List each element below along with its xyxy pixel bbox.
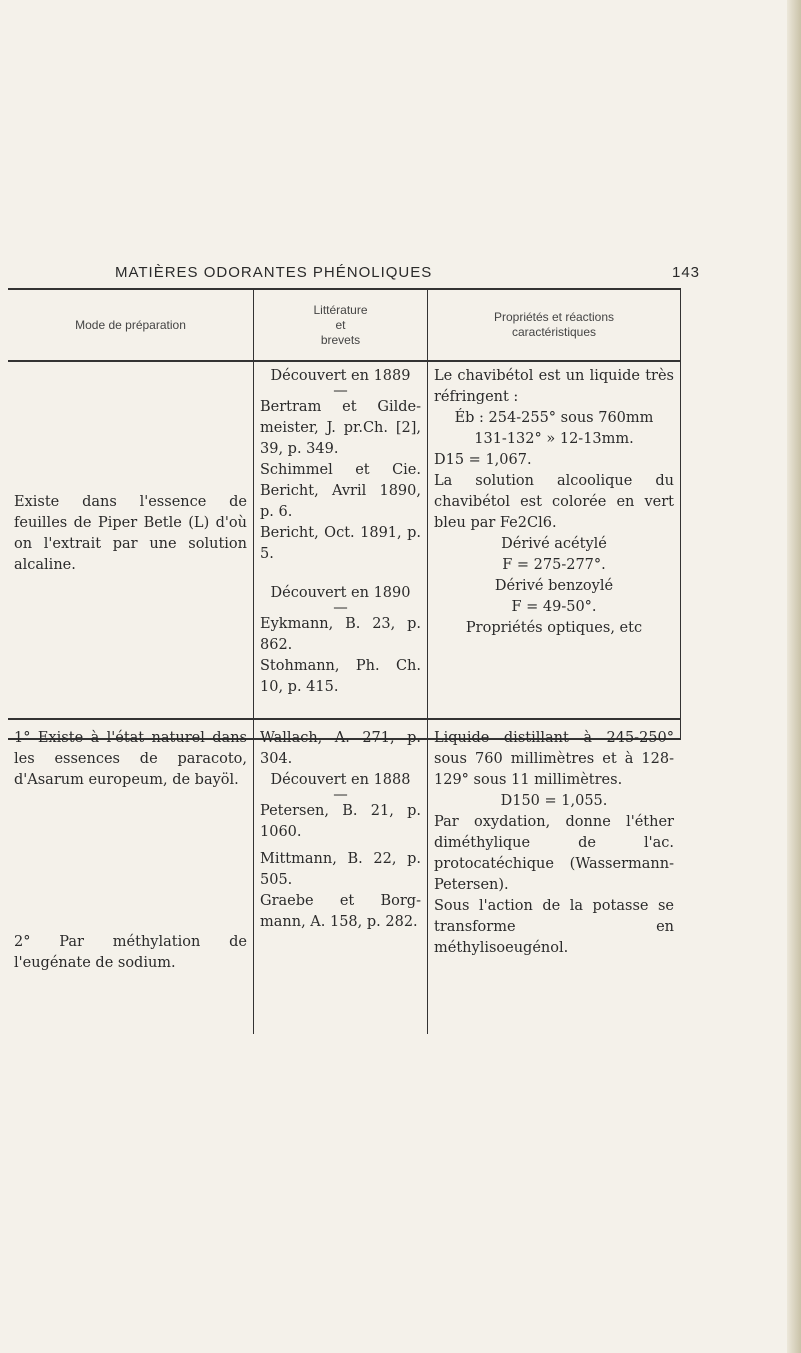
header-literature-line3: brevets: [320, 332, 361, 347]
table-row: [8, 360, 680, 720]
row1-lit-bertram: Bertram et Gilde-meister, J. pr.Ch. [2], 39, p. 349.: [260, 399, 421, 457]
row1-lit-eykmann: Eykmann, B. 23, p. 862.: [260, 616, 421, 653]
row1-prop-coloration: La solution alcoolique du chavibétol est colorée en vert bleu par Fe2Cl6.: [434, 473, 674, 531]
row1-lit-discovery-1889: Découvert en 1889: [270, 368, 411, 384]
row1-prop-boiling-760: Éb : 254-255° sous 760mm: [454, 410, 654, 426]
page-edge: [787, 0, 801, 1353]
row2-prop-potash: Sous l'action de la potasse se transforme en méthylisoeugénol.: [434, 898, 674, 956]
header-properties: [427, 290, 680, 360]
row2-lit-mittmann: Mittmann, B. 22, p. 505.: [260, 851, 421, 888]
header-mode: [8, 290, 253, 360]
row1-prop-intro: Le chavibétol est un liquide très réfringent :: [434, 368, 674, 405]
row2-lit-petersen: Petersen, B. 21, p. 1060.: [260, 803, 421, 840]
row1-lit-bericht-oct: Bericht, Oct. 1891, p. 5.: [260, 525, 421, 562]
header-mode-label: Mode de préparation: [75, 317, 186, 332]
row1-literature-cell: [253, 360, 427, 718]
row1-mode-cell: [8, 360, 253, 718]
row2-prop-oxidation: Par oxydation, donne l'éther diméthylique de l'ac. protocatéchique (Wassermann-Petersen).: [434, 814, 674, 893]
row2-mode-methylation: 2° Par méthylation de l'eugénate de sodium.: [14, 934, 247, 971]
separator-dash: —: [333, 383, 348, 399]
separator-dash: —: [333, 787, 348, 803]
page-number: 143: [672, 264, 701, 281]
running-title: MATIÈRES ODORANTES PHÉNOLIQUES: [115, 264, 433, 281]
row2-literature-cell: [253, 718, 427, 1034]
compound-table: [8, 288, 681, 971]
row2-mode-natural: 1° Existe à l'état naturel dans les essences de paracoto, d'Asarum europeum, de bayöl.: [14, 730, 247, 788]
row2-lit-wallach: Wallach, A. 271, p. 304.: [260, 730, 421, 767]
table-row: [8, 718, 680, 1034]
row2-mode-cell: [8, 718, 253, 1034]
row1-prop-boiling-13: 131-132° » 12-13mm.: [474, 431, 634, 447]
row1-prop-optical: Propriétés optiques, etc: [465, 620, 643, 636]
row2-lit-graebe: Graebe et Borg-mann, A. 158, p. 282.: [260, 893, 421, 930]
row1-prop-acetyl-mp: F = 275-277°.: [502, 557, 606, 573]
row2-prop-density: D150 = 1,055.: [500, 793, 608, 809]
row1-properties-cell: [427, 360, 680, 718]
header-properties-line2: caractéristiques: [511, 325, 597, 339]
row1-mode-text: Existe dans l'essence de feuilles de Piper Betle (L) d'où on l'extrait par une solution alcaline.: [14, 494, 247, 573]
header-literature: [253, 290, 427, 360]
row2-prop-distillation: Liquide distillant à 245-250° sous 760 millimètres et à 128-129° sous 11 millimètres.: [434, 730, 674, 788]
table-header-row: [8, 290, 680, 362]
row1-lit-discovery-1890: Découvert en 1890: [270, 585, 411, 601]
row1-prop-density: D15 = 1,067.: [434, 452, 532, 468]
row1-prop-benzoyl-mp: F = 49-50°.: [511, 599, 597, 615]
row1-prop-benzoyl: Dérivé benzoylé: [494, 578, 614, 594]
separator-dash: —: [333, 600, 348, 616]
header-properties-line1: Propriétés et réactions: [493, 310, 615, 324]
row2-lit-discovery-1888: Découvert en 1888: [270, 772, 411, 788]
row1-lit-schimmel: Schimmel et Cie. Bericht, Avril 1890, p. 6.: [260, 462, 421, 520]
row2-properties-cell: [427, 718, 680, 1034]
row1-lit-stohmann: Stohmann, Ph. Ch. 10, p. 415.: [260, 658, 421, 695]
header-literature-line1: Littérature: [313, 302, 368, 317]
header-literature-line2: et: [335, 317, 346, 332]
row1-prop-acetyl: Dérivé acétylé: [501, 536, 607, 552]
